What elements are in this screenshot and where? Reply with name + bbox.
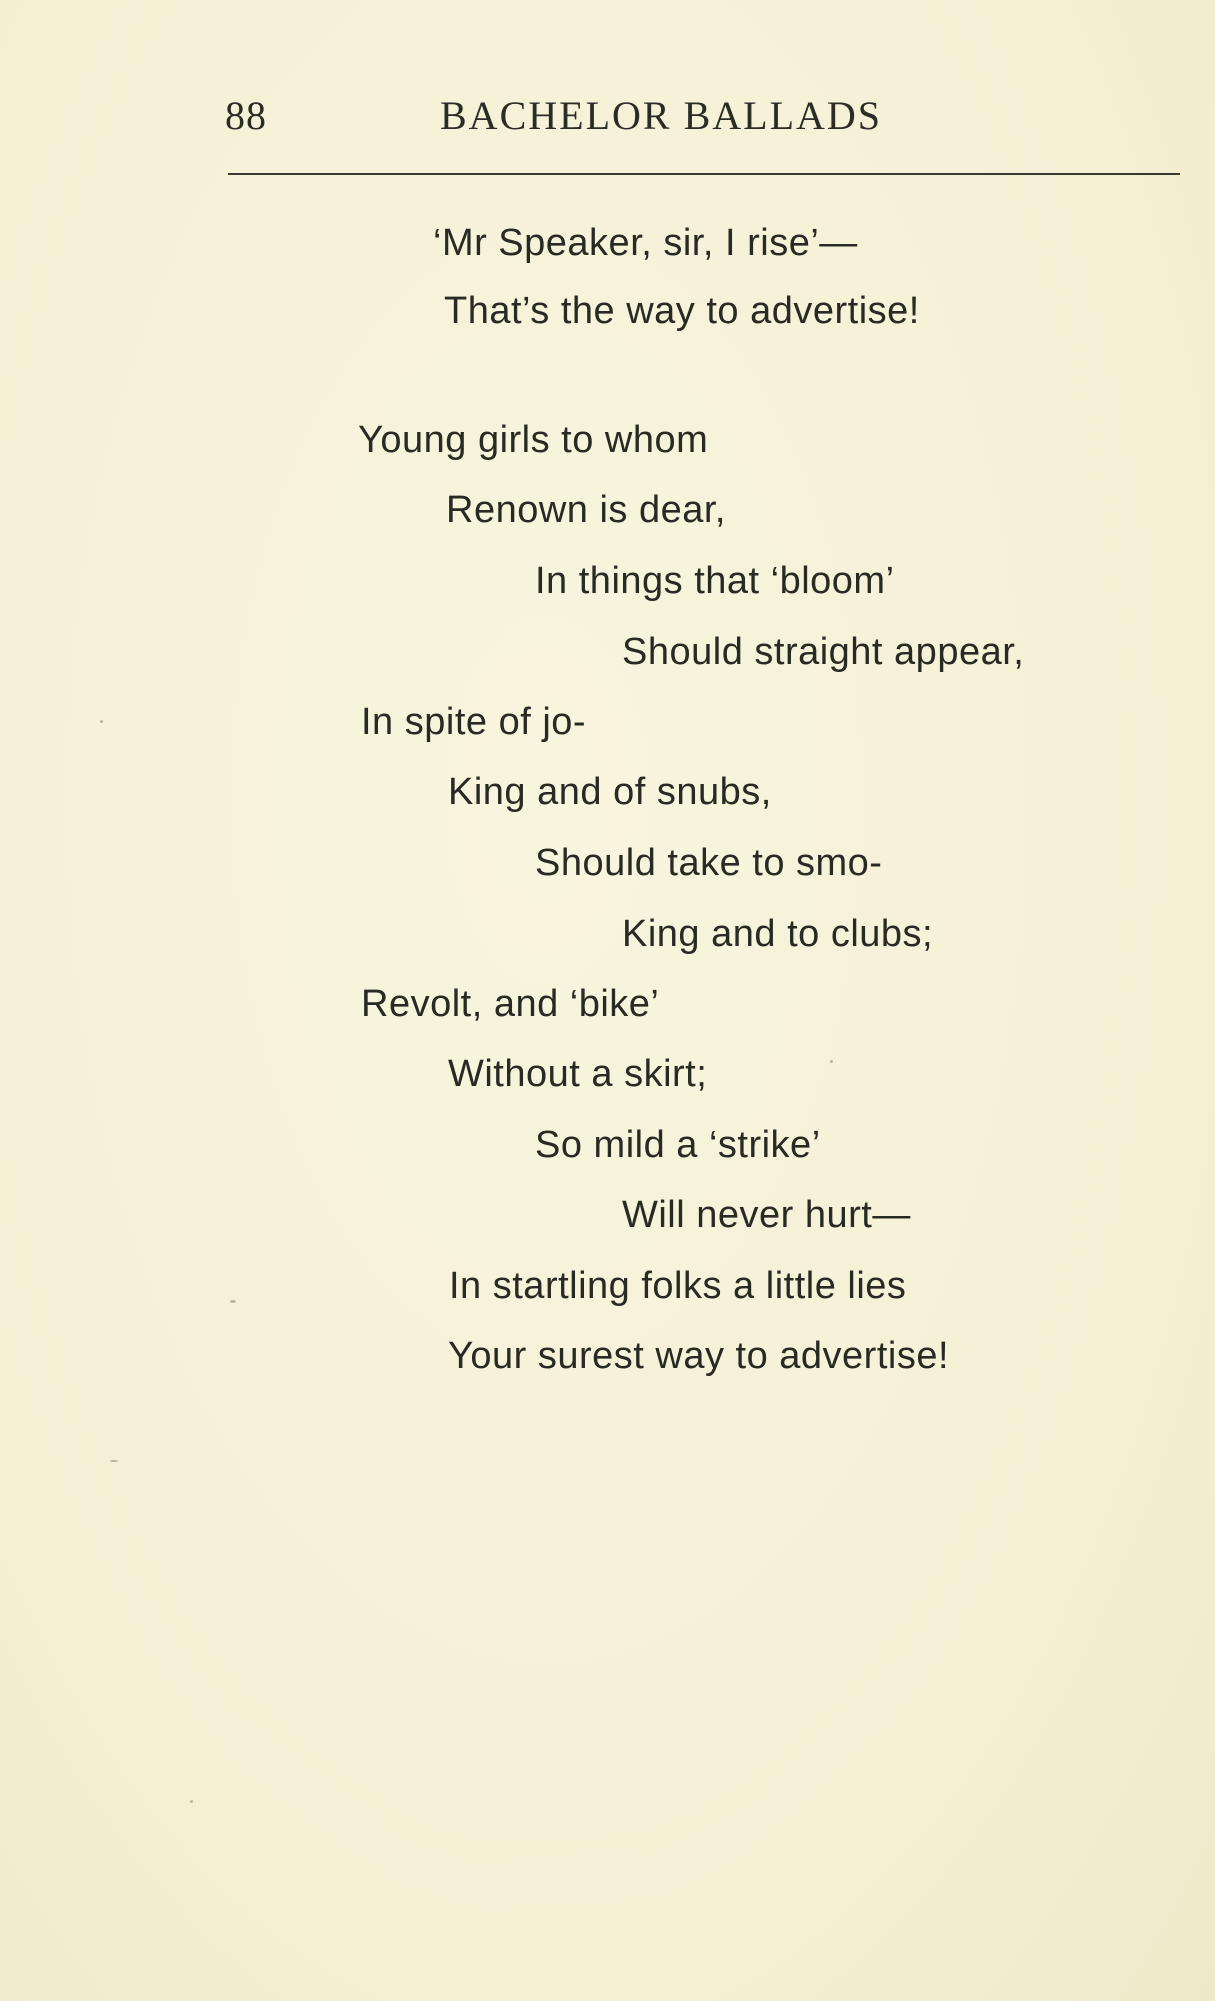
verse-line: In spite of jo- — [361, 701, 587, 743]
paper-speck — [110, 1460, 118, 1462]
verse-line: Will never hurt— — [622, 1194, 911, 1236]
verse-line: ‘Mr Speaker, sir, I rise’— — [433, 222, 858, 264]
paper-speck — [830, 1060, 833, 1063]
paper-speck — [100, 720, 103, 723]
verse-line: In startling folks a little lies — [449, 1265, 907, 1307]
verse-line: So mild a ‘strike’ — [535, 1124, 821, 1166]
paper-speck — [190, 1800, 193, 1803]
verse-line: Young girls to whom — [358, 419, 709, 461]
verse-line: Your surest way to advertise! — [448, 1335, 950, 1377]
verse-line: Without a skirt; — [448, 1053, 708, 1095]
running-title: BACHELOR BALLADS — [440, 93, 883, 138]
verse-line: King and of snubs, — [448, 771, 772, 813]
paper-speck — [230, 1300, 236, 1303]
verse-line: King and to clubs; — [622, 913, 934, 955]
verse-line: Renown is dear, — [446, 489, 726, 531]
verse-line: Should take to smo- — [535, 842, 883, 884]
page-number: 88 — [225, 93, 267, 138]
verse-line: In things that ‘bloom’ — [535, 560, 895, 602]
verse-line: That’s the way to advertise! — [444, 290, 920, 332]
verse-line: Should straight appear, — [622, 631, 1025, 673]
verse-line: Revolt, and ‘bike’ — [361, 983, 660, 1025]
